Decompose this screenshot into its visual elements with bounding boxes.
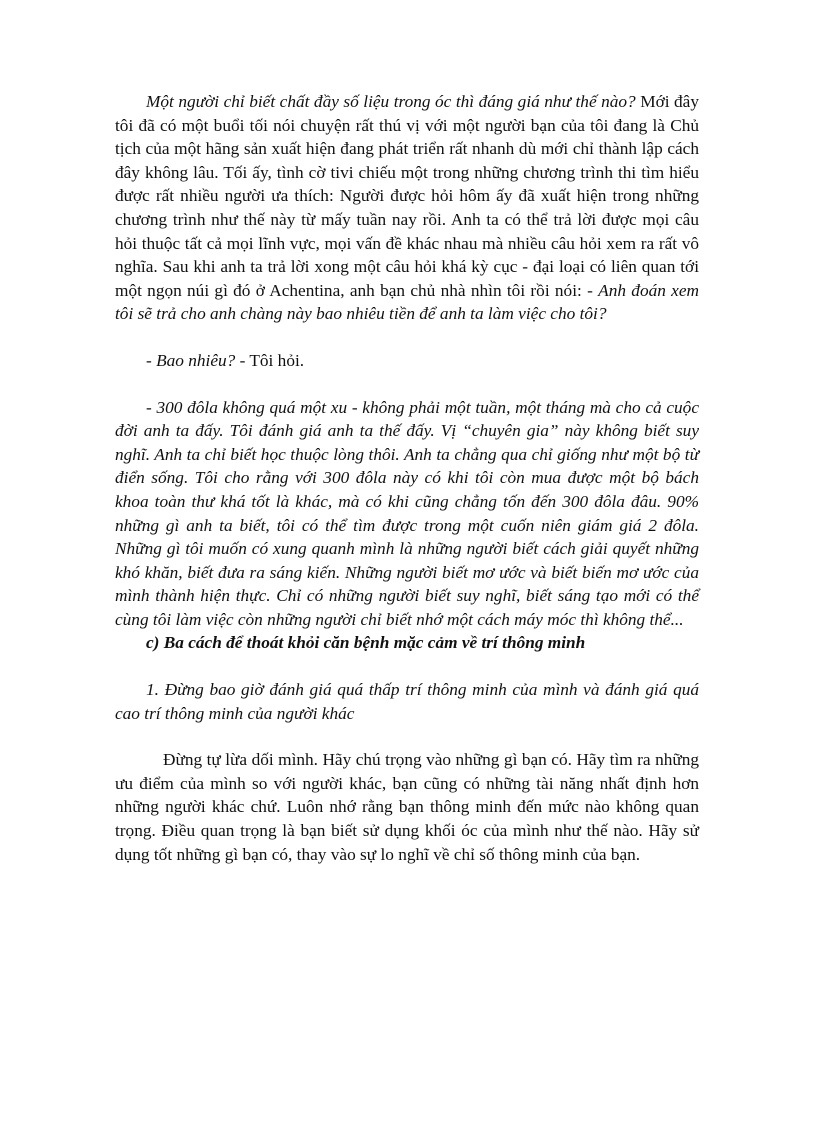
reply-tag: - Tôi hỏi. <box>235 350 305 370</box>
story-intro: Mới đây tôi đã có một buổi tối nói chuyện rất thú vị với một người bạn của tôi đang là Chủ tịch của một hãng sản xuất hiện đang phát triển rất nhanh dù mới chỉ thành lập cách đây không lâu. Tối ấy, tình cờ tivi chiếu một trong những chương trình thi tìm hiểu được rất nhiều người ưa thích: Người được hỏi hôm ấy đã xuất hiện trong những chương trình như thế này từ mấy tuần nay rồi. Anh ta có thể trả lời được mọi câu hỏi thuộc tất cả mọi lĩnh vực, mọi vấn đề khác nhau mà nhiều câu hỏi xem ra rất vô nghĩa. Sau khi anh ta trả lời xong một câu hỏi khá kỳ cục - đại loại có liên quan tới một ngọn núi gì đó ở Achentina, anh bạn chủ nhà nhìn tôi rồi nói: - <box>115 92 699 300</box>
answer-paragraph: - 300 đôla không quá một xu - không phải một tuần, một tháng mà cho cả cuộc đời anh ta đấy. Tôi đánh giá anh ta thế đấy. Vị “chuyên gia” này không biết suy nghĩ. Anh ta chỉ biết học thuộc lòng thôi. Anh ta chẳng qua chỉ giống như một bộ từ điển sống. Tôi cho rằng với 300 đôla này có khi tôi còn mua được một bộ bách khoa toàn thư khá tốt là khác, mà có khi cũng chẳng tốn đến 300 đôla đâu. 90% những gì anh ta biết, tôi có thể tìm được trong một cuốn niên giám giá 2 đôla. Những gì tôi muốn có xung quanh mình là những người biết cách giải quyết những khó khăn, biết đưa ra sáng kiến. Những người biết mơ ước và biết biến mơ ước của mình thành hiện thực. Chỉ có những người biết suy nghĩ, biết sáng tạo mới có thể cùng tôi làm việc còn những người chỉ biết nhớ một cách máy móc thì không thể... <box>115 397 699 629</box>
story-paragraph <box>115 90 699 326</box>
friend-question: Anh đoán xem tôi sẽ trả cho anh chàng này bao nhiêu tiền để anh ta làm việc cho tôi? <box>115 280 699 324</box>
document-page <box>115 90 699 866</box>
reply-question: - Bao nhiêu? <box>146 350 236 370</box>
section-c-heading: c) Ba cách để thoát khỏi căn bệnh mặc cảm về trí thông minh <box>146 633 586 653</box>
reply-paragraph <box>115 349 699 373</box>
story-question: Một người chỉ biết chất đầy số liệu trong óc thì đáng giá như thế nào? <box>146 92 636 111</box>
point1-body: Đừng tự lừa dối mình. Hãy chú trọng vào những gì bạn có. Hãy tìm ra những ưu điểm của mình so với người khác, bạn cũng có những tài năng nhất định hơn những người khác chứ. Luôn nhớ rằng bạn thông minh đến mức nào không quan trọng. Điều quan trọng là bạn biết sử dụng khối óc của mình như thế nào. Hãy sử dụng tốt những gì bạn có, thay vào sự lo nghĩ về chỉ số thông minh của bạn. <box>115 750 699 864</box>
point1-title: 1. Đừng bao giờ đánh giá quá thấp trí thông minh của mình và đánh giá quá cao trí thông minh của người khác <box>115 680 699 723</box>
